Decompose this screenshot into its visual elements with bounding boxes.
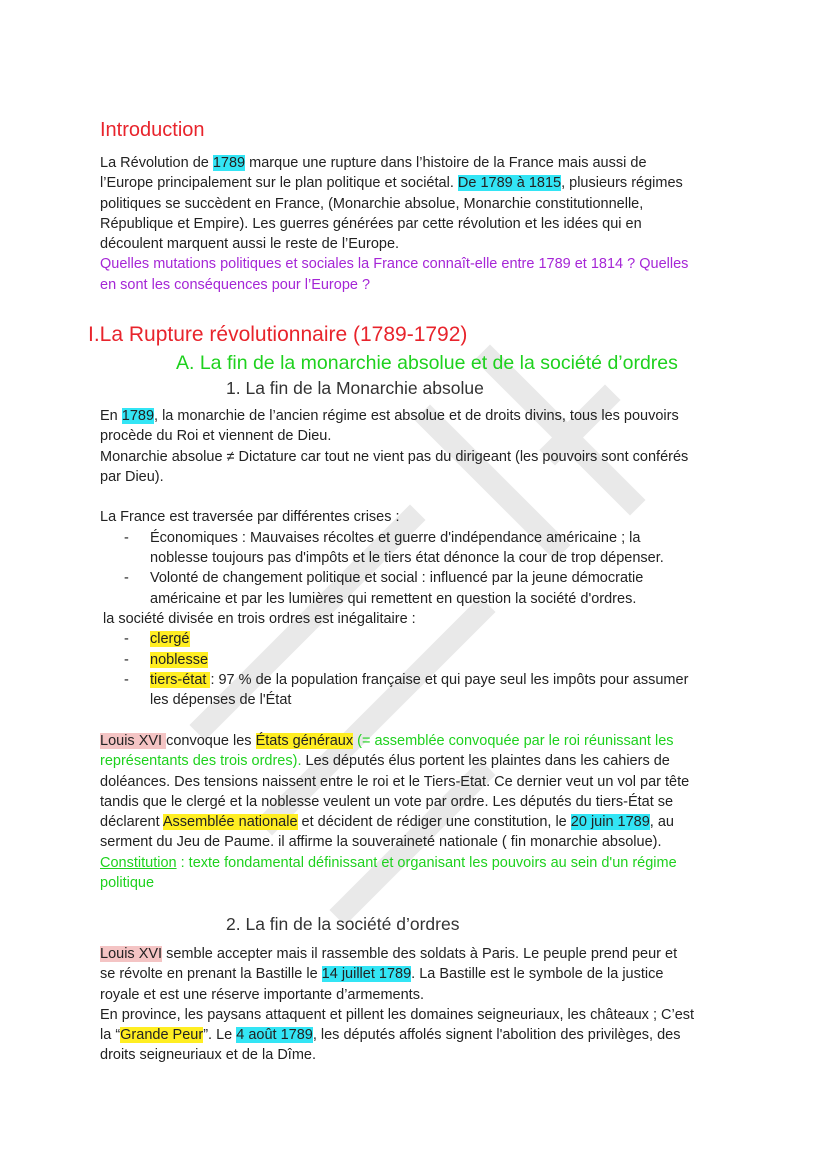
text: déclarent	[100, 814, 163, 831]
highlight-date: 20 juin 1789	[570, 814, 650, 831]
text: , la monarchie de l’ancien régime est absolue et de droits divins, tous les pouvoirs	[154, 408, 679, 424]
text: les dépenses de l'État	[150, 692, 292, 709]
intro-line	[100, 153, 740, 173]
text: la “	[100, 1027, 121, 1044]
intro-line: découlent marquent aussi le reste de l’Europe.	[100, 236, 400, 253]
body-line: droits seigneuriaux et de la Dîme.	[100, 1047, 316, 1064]
highlight-person: Louis XVI	[100, 733, 167, 749]
text: ”. Le	[203, 1027, 237, 1044]
text: marque une rupture dans l’histoire de la France mais aussi de	[245, 155, 647, 171]
text: et décident de rédiger une constitution, le	[297, 814, 571, 831]
text: : 97 % de la population française et qui paye seul les impôts pour assumer	[210, 671, 689, 688]
highlight-term: États généraux	[255, 733, 354, 749]
etats-generaux-paragraph	[100, 731, 740, 893]
body-line: Monarchie absolue ≠ Dictature car tout ne vient pas du dirigeant (les pouvoirs sont conférés	[100, 448, 689, 465]
body-line	[100, 1025, 740, 1045]
subsection-1-title: 1. La fin de la Monarchie absolue	[226, 378, 484, 398]
body-line: procède du Roi et viennent de Dieu.	[100, 428, 332, 445]
list-item	[100, 528, 740, 548]
text: Volonté de changement politique et social : influencé par la jeune démocratie	[150, 570, 644, 587]
body-line	[100, 406, 740, 426]
text: noblesse toujours pas d'impôts et le tiers état dénonce la cour de trop dépenser.	[150, 550, 664, 567]
body-line: La France est traversée par différentes crises :	[100, 509, 400, 526]
list-item-continuation	[100, 589, 740, 609]
body-line: par Dieu).	[100, 468, 164, 485]
crises-list	[100, 528, 740, 609]
section-a-title: A. La fin de la monarchie absolue et de la société d’ordres	[176, 352, 678, 374]
text: américaine et par les lumières qui remettent en question la société d'ordres.	[150, 590, 637, 607]
definition-term: Constitution	[100, 854, 177, 871]
introduction-paragraph	[100, 153, 740, 295]
text: En	[100, 408, 122, 424]
highlight-date: 1789	[212, 155, 246, 171]
body-line: la société divisée en trois ordres est inégalitaire :	[103, 610, 416, 627]
intro-line	[100, 173, 740, 193]
bullet-dash: -	[124, 570, 129, 587]
definition-line	[100, 853, 740, 873]
text: , au	[649, 814, 674, 831]
text: convoque les	[166, 733, 256, 749]
highlight-date: 14 juillet 1789	[321, 966, 412, 983]
body-line	[100, 964, 740, 984]
body-line: royale et est une réserve importante d’armements.	[100, 986, 424, 1003]
subsection-2-title: 2. La fin de la société d’ordres	[226, 914, 460, 934]
list-item-continuation	[100, 690, 740, 710]
text: l’Europe principalement sur le plan politique et sociétal.	[100, 175, 458, 192]
body-line: tandis que le clergé et la noblesse veulent un vote par ordre. Les députés du tiers-État se	[100, 793, 674, 810]
bullet-dash: -	[124, 529, 129, 546]
text: La Révolution de	[100, 155, 213, 171]
list-item-continuation	[100, 548, 740, 568]
list-item	[100, 670, 740, 690]
problem-question: Quelles mutations politiques et sociales la France connaît-elle entre 1789 et 1814 ? Quelles	[100, 256, 689, 273]
bullet-dash: -	[124, 631, 129, 648]
text: Les députés élus portent les plaintes dans les cahiers de	[301, 753, 670, 770]
body-line: serment du Jeu de Paume. il affirme la souveraineté nationale ( fin monarchie absolue).	[100, 834, 662, 851]
list-item	[100, 650, 740, 670]
problem-question: en sont les conséquences pour l’Europe ?	[100, 276, 371, 293]
intro-line: politiques se succèdent en France, (Monarchie absolue, Monarchie constitutionnelle,	[100, 195, 644, 212]
text: . La Bastille est le symbole de la justice	[411, 966, 664, 983]
highlight-term: noblesse	[150, 651, 209, 668]
text: Économiques : Mauvaises récoltes et guerre d'indépendance américaine ; la	[150, 529, 641, 546]
text: , les députés affolés signent l'abolition des privilèges, des	[312, 1027, 681, 1044]
text: : texte fondamental définissant et organisant les pouvoirs au sein d'un régime	[176, 854, 677, 871]
highlight-term: Assemblée nationale	[162, 814, 298, 831]
spacer	[100, 487, 740, 507]
part-one-title: I.La Rupture révolutionnaire (1789-1792)	[88, 323, 468, 346]
body-line	[100, 812, 740, 832]
text: , plusieurs régimes	[561, 175, 683, 192]
bullet-dash: -	[124, 651, 129, 668]
body-line	[100, 944, 740, 964]
bullet-dash: -	[124, 671, 129, 688]
introduction-heading: Introduction	[100, 119, 205, 141]
definition-text: (= assemblée convoquée par le roi réunissant les	[353, 733, 674, 749]
definition-line: politique	[100, 875, 155, 892]
highlight-term: tiers-état	[150, 671, 211, 688]
body-line: doléances. Des tensions naissent entre le roi et le Tiers-Etat. Ce dernier veut un vol par tête	[100, 773, 690, 790]
body-line: En province, les paysans attaquent et pillent les domaines seigneuriaux, les châteaux ; C’est	[100, 1006, 695, 1023]
highlight-date: 1789	[121, 408, 155, 424]
intro-line: République et Empire). Les guerres générées par cette révolution et les idées qui en	[100, 215, 642, 232]
orders-list	[100, 629, 740, 710]
highlight-term: clergé	[150, 631, 190, 648]
list-item	[100, 568, 740, 588]
society-section-body	[100, 944, 740, 1066]
highlight-date: 4 août 1789	[236, 1027, 313, 1044]
body-line	[100, 731, 740, 751]
highlight-term: Grande Peur	[120, 1027, 204, 1044]
definition-text: représentants des trois ordres).	[100, 753, 302, 770]
monarchy-section-body	[100, 406, 740, 710]
body-line	[100, 751, 740, 771]
highlight-date: De 1789 à 1815	[457, 175, 562, 192]
text: semble accepter mais il rassemble des soldats à Paris. Le peuple prend peur et	[162, 946, 678, 962]
highlight-person: Louis XVI	[100, 946, 163, 962]
text: se révolte en prenant la Bastille le	[100, 966, 322, 983]
list-item	[100, 629, 740, 649]
